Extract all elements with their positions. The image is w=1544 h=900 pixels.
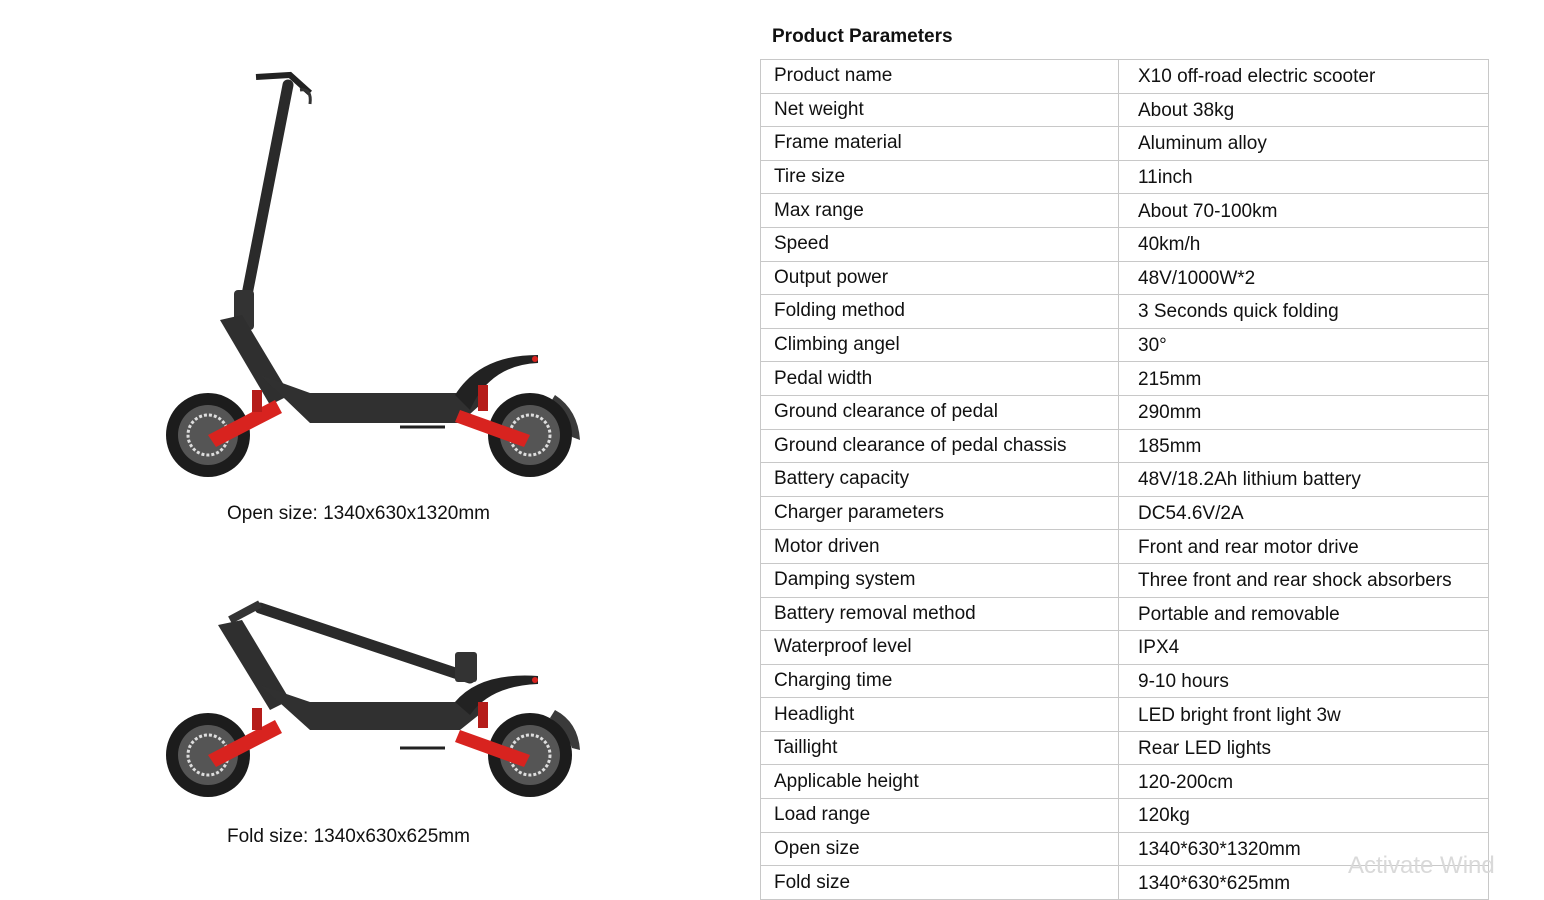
parameter-value: IPX4 <box>1119 631 1489 665</box>
parameter-value: 1340*630*625mm <box>1119 866 1489 900</box>
table-title: Product Parameters <box>772 26 953 47</box>
parameter-name: Charger parameters <box>761 496 1119 530</box>
parameter-value: 48V/18.2Ah lithium battery <box>1119 463 1489 497</box>
activate-windows-watermark: Activate Wind <box>1348 852 1495 879</box>
parameter-value: DC54.6V/2A <box>1119 496 1489 530</box>
parameter-name: Motor driven <box>761 530 1119 564</box>
parameter-value: 40km/h <box>1119 227 1489 261</box>
table-row <box>761 295 1489 329</box>
table-row <box>761 765 1489 799</box>
parameter-value: 9-10 hours <box>1119 664 1489 698</box>
parameter-name: Climbing angel <box>761 328 1119 362</box>
parameter-value: 215mm <box>1119 362 1489 396</box>
table-row <box>761 429 1489 463</box>
parameter-value: Rear LED lights <box>1119 731 1489 765</box>
parameter-name: Ground clearance of pedal chassis <box>761 429 1119 463</box>
parameter-name: Net weight <box>761 93 1119 127</box>
table-row <box>761 731 1489 765</box>
parameter-name: Frame material <box>761 127 1119 161</box>
parameter-name: Tire size <box>761 160 1119 194</box>
parameter-value: Aluminum alloy <box>1119 127 1489 161</box>
parameters-table <box>760 59 1489 900</box>
table-row <box>761 597 1489 631</box>
table-row <box>761 194 1489 228</box>
parameter-value: LED bright front light 3w <box>1119 698 1489 732</box>
parameter-name: Charging time <box>761 664 1119 698</box>
parameter-name: Open size <box>761 832 1119 866</box>
table-row <box>761 60 1489 94</box>
parameter-value: 48V/1000W*2 <box>1119 261 1489 295</box>
parameter-value: Three front and rear shock absorbers <box>1119 563 1489 597</box>
parameter-name: Headlight <box>761 698 1119 732</box>
table-row <box>761 799 1489 833</box>
table-row <box>761 664 1489 698</box>
parameter-name: Fold size <box>761 866 1119 900</box>
table-row <box>761 261 1489 295</box>
table-row <box>761 395 1489 429</box>
parameter-value: Front and rear motor drive <box>1119 530 1489 564</box>
table-row <box>761 563 1489 597</box>
parameter-value: 120-200cm <box>1119 765 1489 799</box>
parameter-name: Max range <box>761 194 1119 228</box>
parameter-name: Folding method <box>761 295 1119 329</box>
parameter-name: Taillight <box>761 731 1119 765</box>
parameter-name: Speed <box>761 227 1119 261</box>
parameter-value: X10 off-road electric scooter <box>1119 60 1489 94</box>
parameter-name: Battery removal method <box>761 597 1119 631</box>
parameter-value: 11inch <box>1119 160 1489 194</box>
table-row <box>761 698 1489 732</box>
table-row <box>761 362 1489 396</box>
parameter-value: 3 Seconds quick folding <box>1119 295 1489 329</box>
table-row <box>761 463 1489 497</box>
parameter-name: Product name <box>761 60 1119 94</box>
open-size-caption: Open size: 1340x630x1320mm <box>227 503 490 524</box>
parameter-value: About 38kg <box>1119 93 1489 127</box>
table-row <box>761 227 1489 261</box>
table-row <box>761 93 1489 127</box>
parameter-value: 30° <box>1119 328 1489 362</box>
parameter-name: Output power <box>761 261 1119 295</box>
parameter-name: Applicable height <box>761 765 1119 799</box>
parameter-name: Damping system <box>761 563 1119 597</box>
table-row <box>761 631 1489 665</box>
scooter-open-image <box>160 65 590 485</box>
table-row <box>761 496 1489 530</box>
parameter-value: 120kg <box>1119 799 1489 833</box>
parameter-value: 185mm <box>1119 429 1489 463</box>
table-row <box>761 530 1489 564</box>
parameter-name: Waterproof level <box>761 631 1119 665</box>
scooter-fold-image <box>160 590 590 805</box>
parameter-name: Load range <box>761 799 1119 833</box>
parameter-name: Battery capacity <box>761 463 1119 497</box>
parameter-value: About 70-100km <box>1119 194 1489 228</box>
table-row <box>761 328 1489 362</box>
fold-size-caption: Fold size: 1340x630x625mm <box>227 826 470 847</box>
table-row <box>761 127 1489 161</box>
table-row <box>761 160 1489 194</box>
parameter-name: Pedal width <box>761 362 1119 396</box>
parameter-value: 1340*630*1320mm <box>1119 832 1489 866</box>
parameter-value: 290mm <box>1119 395 1489 429</box>
parameter-value: Portable and removable <box>1119 597 1489 631</box>
parameter-name: Ground clearance of pedal <box>761 395 1119 429</box>
